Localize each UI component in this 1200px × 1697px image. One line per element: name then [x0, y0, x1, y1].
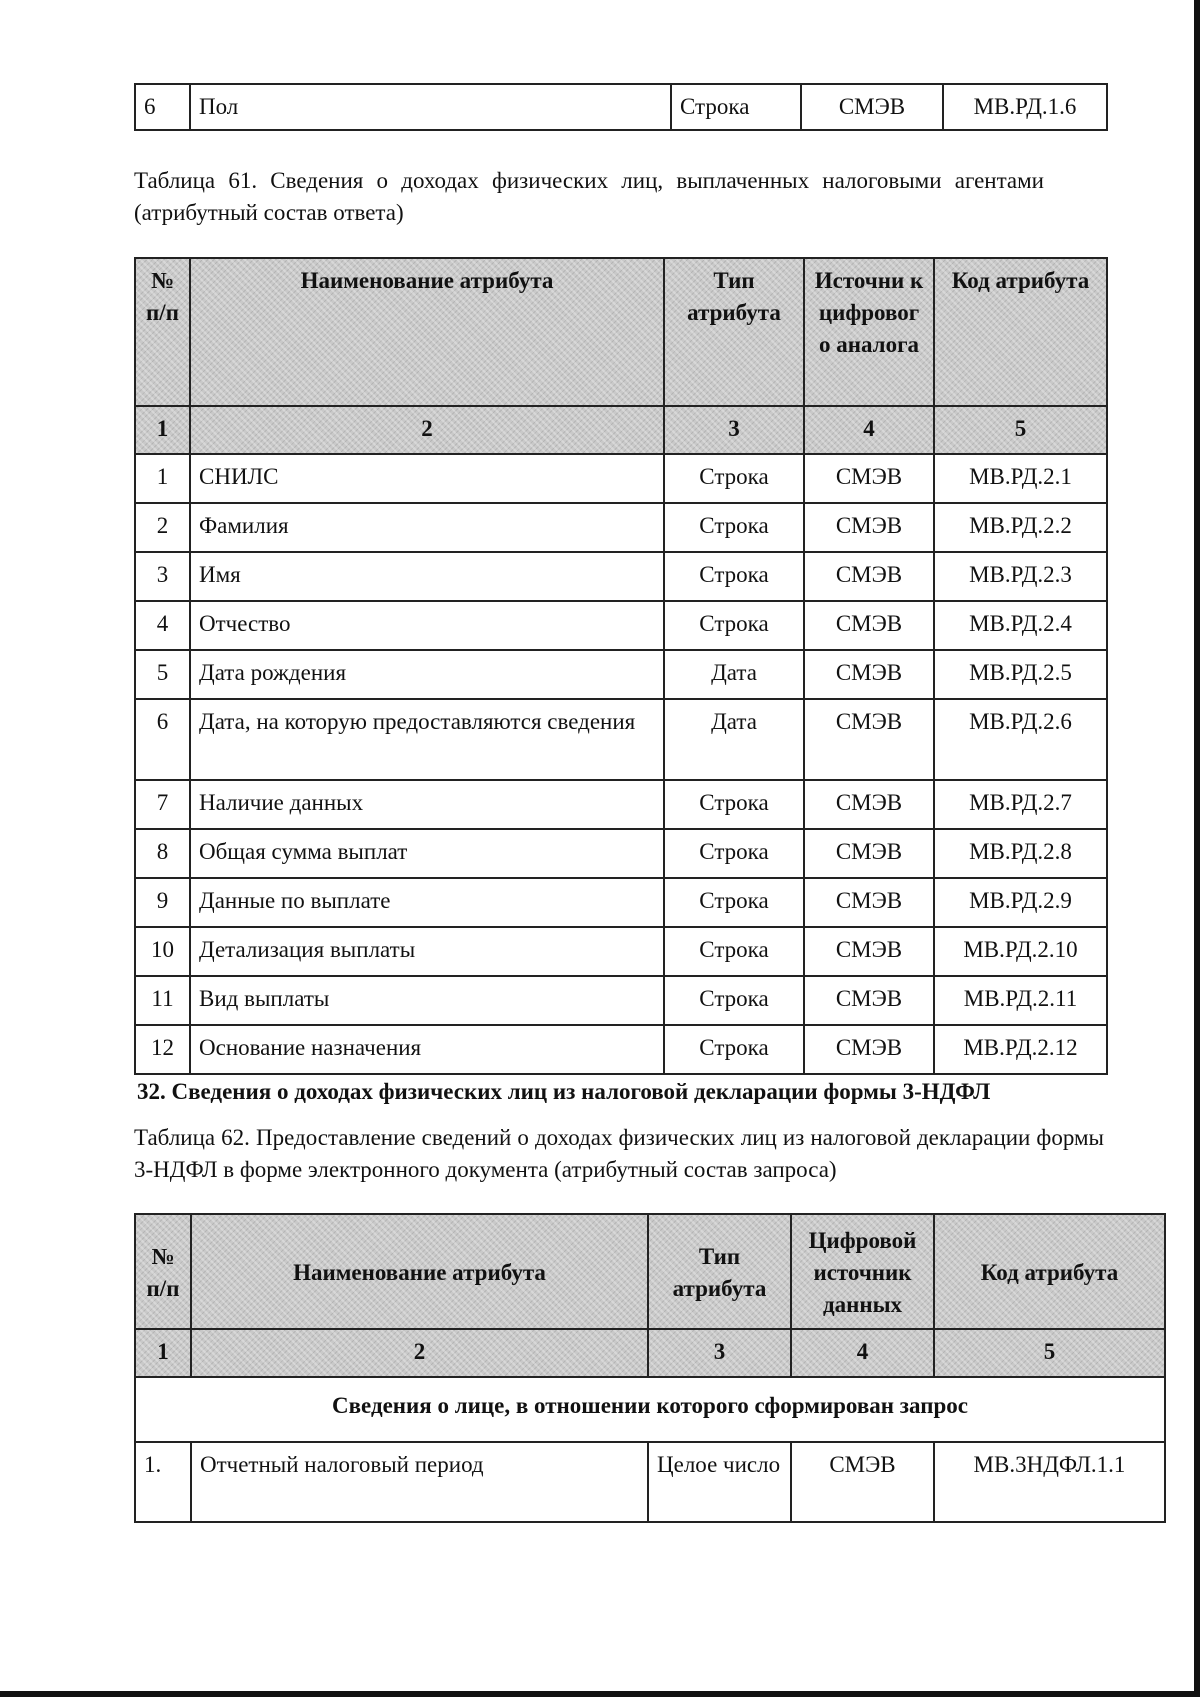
header-code: Код атрибута	[934, 1214, 1165, 1329]
cell-name: Фамилия	[190, 503, 664, 552]
cell-source: СМЭВ	[804, 780, 934, 829]
header-name: Наименование атрибута	[190, 258, 664, 406]
table-row	[135, 927, 1107, 976]
cell-code: МВ.РД.2.1	[934, 454, 1107, 503]
cell-source: СМЭВ	[804, 699, 934, 780]
cell-code: МВ.РД.2.12	[934, 1025, 1107, 1074]
cell-type: Строка	[664, 780, 804, 829]
cell-name: Наличие данных	[190, 780, 664, 829]
colnum: 1	[135, 1329, 191, 1377]
cell-code: МВ.РД.2.10	[934, 927, 1107, 976]
table-row	[135, 650, 1107, 699]
section-row-label: Сведения о лице, в отношении которого сформирован запрос	[135, 1377, 1165, 1442]
table-row	[135, 552, 1107, 601]
cell-source: СМЭВ	[804, 1025, 934, 1074]
colnum: 1	[135, 406, 190, 454]
cell-code: МВ.РД.2.9	[934, 878, 1107, 927]
cell-source: СМЭВ	[804, 552, 934, 601]
cell-num: 10	[135, 927, 190, 976]
table-row	[135, 878, 1107, 927]
cell-name: Основание назначения	[190, 1025, 664, 1074]
cell-code: МВ.РД.2.7	[934, 780, 1107, 829]
colnum: 2	[191, 1329, 648, 1377]
cell-num: 2	[135, 503, 190, 552]
cell-type: Строка	[664, 829, 804, 878]
cell-source: СМЭВ	[804, 829, 934, 878]
header-num: № п/п	[135, 1214, 191, 1329]
cell-source: СМЭВ	[801, 84, 943, 130]
cell-code: МВ.РД.2.2	[934, 503, 1107, 552]
table62	[134, 1213, 1166, 1523]
cell-source: СМЭВ	[804, 454, 934, 503]
cell-code: МВ.РД.2.6	[934, 699, 1107, 780]
cell-num: 1.	[135, 1442, 191, 1522]
cell-num: 1	[135, 454, 190, 503]
page-frame-bottom	[0, 1691, 1200, 1697]
header-type: Тип атрибута	[648, 1214, 791, 1329]
cell-code: МВ.РД.2.8	[934, 829, 1107, 878]
colnum: 5	[934, 406, 1107, 454]
cell-type: Дата	[664, 650, 804, 699]
cell-num: 3	[135, 552, 190, 601]
table-row	[135, 454, 1107, 503]
cell-name: Имя	[190, 552, 664, 601]
table-section-row	[135, 1377, 1165, 1442]
table-row	[135, 976, 1107, 1025]
table61	[134, 257, 1108, 1075]
continuation-table	[134, 83, 1108, 131]
header-source: Источни к цифровог о аналога	[804, 258, 934, 406]
cell-source: СМЭВ	[804, 503, 934, 552]
colnum: 5	[934, 1329, 1165, 1377]
cell-name: Общая сумма выплат	[190, 829, 664, 878]
cell-type: Строка	[664, 552, 804, 601]
cell-name: Отчетный налоговый период	[191, 1442, 648, 1522]
table-row	[135, 503, 1107, 552]
cell-num: 4	[135, 601, 190, 650]
table-colnum-row	[135, 406, 1107, 454]
colnum: 3	[648, 1329, 791, 1377]
table-row	[135, 699, 1107, 780]
cell-name: Вид выплаты	[190, 976, 664, 1025]
cell-name: СНИЛС	[190, 454, 664, 503]
cell-code: МВ.РД.2.4	[934, 601, 1107, 650]
section-heading: 32. Сведения о доходах физических лиц из налоговой декларации формы 3-НДФЛ	[137, 1079, 991, 1104]
header-source: Цифровой источник данных	[791, 1214, 934, 1329]
cell-source: СМЭВ	[804, 650, 934, 699]
cell-code: МВ.РД.1.6	[943, 84, 1107, 130]
cell-num: 6	[135, 84, 190, 130]
header-num: № п/п	[135, 258, 190, 406]
table-row	[135, 601, 1107, 650]
table-header-row	[135, 258, 1107, 406]
cell-source: СМЭВ	[804, 927, 934, 976]
cell-code: МВ.РД.2.5	[934, 650, 1107, 699]
cell-type: Строка	[664, 927, 804, 976]
header-name: Наименование атрибута	[191, 1214, 648, 1329]
cell-source: СМЭВ	[791, 1442, 934, 1522]
cell-source: СМЭВ	[804, 601, 934, 650]
cell-type: Строка	[664, 878, 804, 927]
table-row	[135, 829, 1107, 878]
table-row	[135, 84, 1107, 130]
cell-name: Детализация выплаты	[190, 927, 664, 976]
cell-num: 6	[135, 699, 190, 780]
table-row	[135, 1025, 1107, 1074]
cell-name: Дата рождения	[190, 650, 664, 699]
header-type: Тип атрибута	[664, 258, 804, 406]
cell-num: 9	[135, 878, 190, 927]
cell-type: Строка	[664, 454, 804, 503]
table-row	[135, 1442, 1165, 1522]
cell-code: МВ.3НДФЛ.1.1	[934, 1442, 1165, 1522]
cell-type: Строка	[664, 503, 804, 552]
cell-type: Строка	[664, 976, 804, 1025]
cell-name: Дата, на которую предоставляются сведения	[190, 699, 664, 780]
table-header-row	[135, 1214, 1165, 1329]
table62-caption: Таблица 62. Предоставление сведений о доходах физических лиц из налоговой декларации формы 3-НДФЛ в форме электронного документа (атрибутный состав запроса)	[134, 1125, 1104, 1182]
cell-num: 8	[135, 829, 190, 878]
colnum: 4	[804, 406, 934, 454]
cell-type: Строка	[664, 601, 804, 650]
cell-num: 5	[135, 650, 190, 699]
cell-name: Данные по выплате	[190, 878, 664, 927]
cell-name: Пол	[190, 84, 671, 130]
cell-num: 7	[135, 780, 190, 829]
cell-name: Отчество	[190, 601, 664, 650]
table61-caption: Таблица 61. Сведения о доходах физических лиц, выплаченных налоговыми агентами (атрибутный состав ответа)	[134, 168, 1044, 225]
cell-num: 12	[135, 1025, 190, 1074]
cell-source: СМЭВ	[804, 878, 934, 927]
page-frame-right	[1194, 0, 1200, 1697]
cell-num: 11	[135, 976, 190, 1025]
colnum: 2	[190, 406, 664, 454]
colnum: 4	[791, 1329, 934, 1377]
cell-code: МВ.РД.2.11	[934, 976, 1107, 1025]
cell-type: Строка	[664, 1025, 804, 1074]
cell-code: МВ.РД.2.3	[934, 552, 1107, 601]
cell-type: Целое число	[648, 1442, 791, 1522]
cell-source: СМЭВ	[804, 976, 934, 1025]
cell-type: Дата	[664, 699, 804, 780]
cell-type: Строка	[671, 84, 801, 130]
table-colnum-row	[135, 1329, 1165, 1377]
header-code: Код атрибута	[934, 258, 1107, 406]
table-row	[135, 780, 1107, 829]
colnum: 3	[664, 406, 804, 454]
